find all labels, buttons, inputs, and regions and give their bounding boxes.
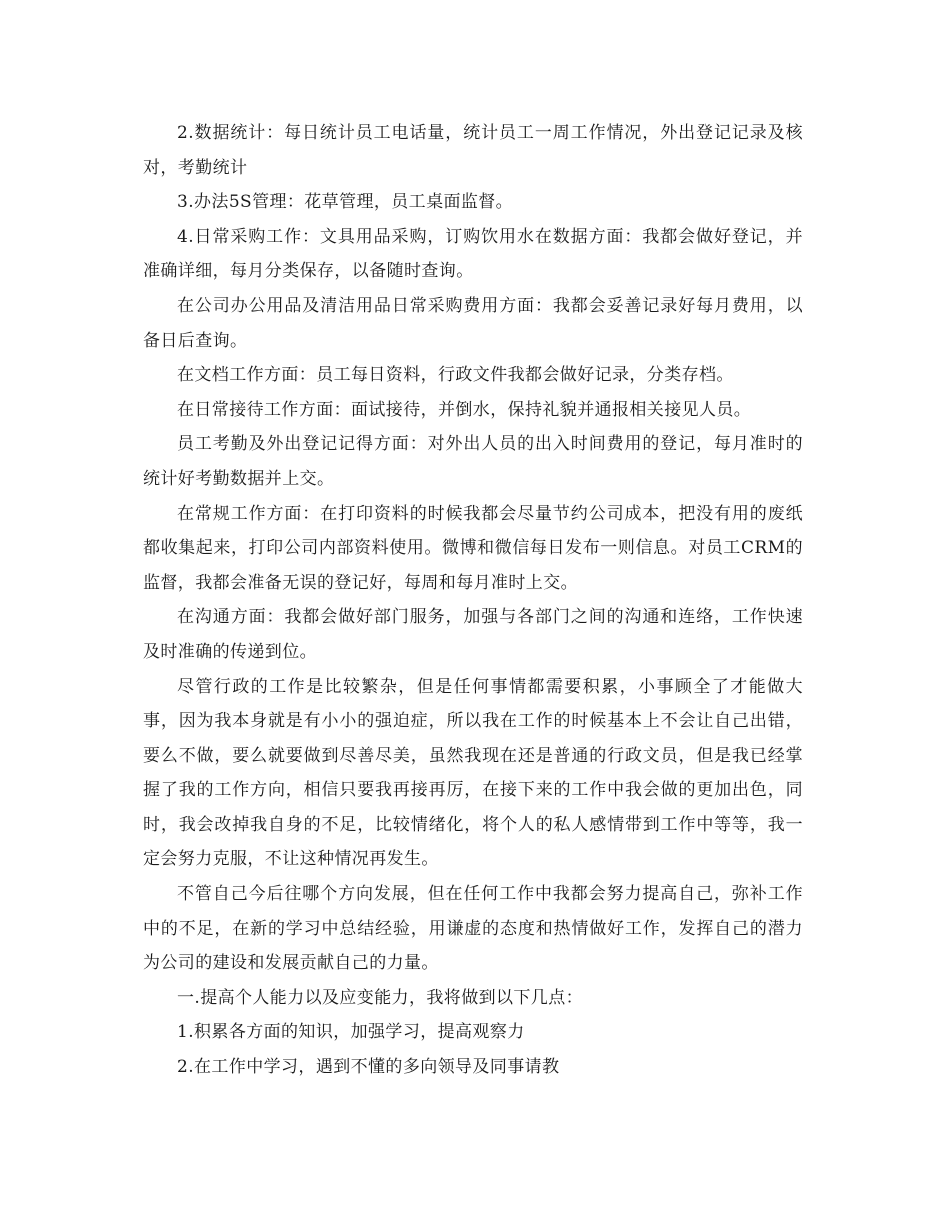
paragraph: 2.在工作中学习，遇到不懂的多向领导及同事请教 <box>177 1057 560 1078</box>
paragraph: 在常规工作方面：在打印资料的时候我都会尽量节约公司成本，把没有用的废纸都收集起来，打印公司内部资料使用。微博和微信每日发布一则信息。对员工CRM的监督，我都会准备无误的登记好，每周和每月准时上交。 <box>143 503 803 593</box>
paragraph: 2.数据统计：每日统计员工电话量，统计员工一周工作情况，外出登记记录及核对，考勤统计 <box>143 123 803 178</box>
paragraph: 不管自己今后往哪个方向发展，但在任何工作中我都会努力提高自己，弥补工作中的不足，在新的学习中总结经验，用谦虚的态度和热情做好工作，发挥自己的潜力为公司的建设和发展贡献自己的力量。 <box>143 884 803 974</box>
paragraph: 员工考勤及外出登记记得方面：对外出人员的出入时间费用的登记，每月准时的统计好考勤数据并上交。 <box>143 434 803 489</box>
paragraph: 尽管行政的工作是比较繁杂，但是任何事情都需要积累，小事顾全了才能做大事，因为我本身就是有小小的强迫症，所以我在工作的时候基本上不会让自己出错，要么不做，要么就要做到尽善尽美，虽然我现在还是普通的行政文员，但是我已经掌握了我的工作方向，相信只要我再接再厉，在接下来的工作中我会做的更加出色，同时，我会改掉我自身的不足，比较情绪化，将个人的私人感情带到工作中等等，我一定会努力克服，不让这种情况再发生。 <box>143 676 803 870</box>
paragraph: 3.办法5S管理：花草管理，员工桌面监督。 <box>177 192 514 213</box>
paragraph: 一.提高个人能力以及应变能力，我将做到以下几点： <box>177 987 584 1008</box>
paragraph: 在日常接待工作方面：面试接待，并倒水，保持礼貌并通报相关接见人员。 <box>177 399 752 420</box>
paragraph: 在沟通方面：我都会做好部门服务，加强与各部门之间的沟通和连络，工作快速及时准确的传递到位。 <box>143 607 803 662</box>
paragraph: 在公司办公用品及清洁用品日常采购费用方面：我都会妥善记录好每月费用，以备日后查询。 <box>143 295 803 351</box>
document-body <box>143 116 803 1085</box>
paragraph: 4.日常采购工作：文具用品采购，订购饮用水在数据方面：我都会做好登记，并准确详细，每月分类保存，以备随时查询。 <box>143 226 803 282</box>
paragraph: 1.积累各方面的知识，加强学习，提高观察力 <box>177 1022 525 1043</box>
paragraph: 在文档工作方面：员工每日资料，行政文件我都会做好记录，分类存档。 <box>177 365 734 386</box>
